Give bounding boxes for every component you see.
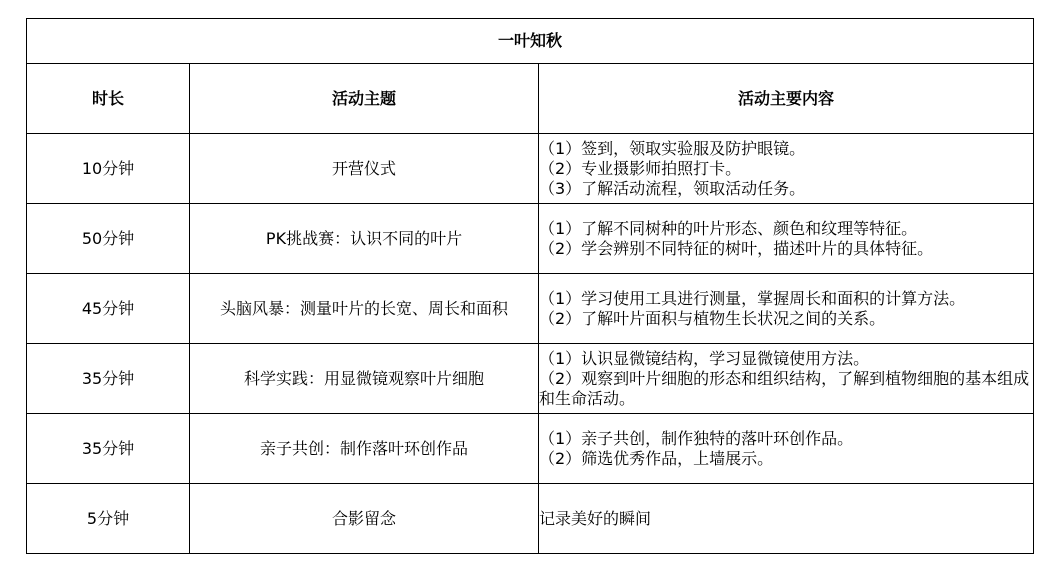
table-header-row <box>27 64 1034 134</box>
duration-cell: 35分钟 <box>27 414 190 484</box>
content-cell <box>539 274 1034 344</box>
theme-cell: 合影留念 <box>190 484 539 554</box>
duration-cell: 45分钟 <box>27 274 190 344</box>
theme-cell: 头脑风暴：测量叶片的长宽、周长和面积 <box>190 274 539 344</box>
activity-schedule-table <box>26 18 1034 554</box>
content-line: （2）筛选优秀作品，上墙展示。 <box>539 448 774 468</box>
duration-cell: 50分钟 <box>27 204 190 274</box>
content-line: （1）签到，领取实验服及防护眼镜。 <box>539 138 806 158</box>
table-title-row <box>27 19 1034 64</box>
theme-cell: 科学实践：用显微镜观察叶片细胞 <box>190 344 539 414</box>
header-content: 活动主要内容 <box>539 64 1034 134</box>
table-row <box>27 344 1034 414</box>
table-row <box>27 134 1034 204</box>
table-row <box>27 414 1034 484</box>
content-line: （2）观察到叶片细胞的形态和组织结构，了解到植物细胞的基本组成和生命活动。 <box>539 368 1030 408</box>
table-title: 一叶知秋 <box>27 19 1034 64</box>
theme-cell: PK挑战赛：认识不同的叶片 <box>190 204 539 274</box>
content-line: （1）了解不同树种的叶片形态、颜色和纹理等特征。 <box>539 218 918 238</box>
duration-cell: 5分钟 <box>27 484 190 554</box>
duration-cell: 10分钟 <box>27 134 190 204</box>
content-cell <box>539 484 1034 554</box>
content-line: （1）学习使用工具进行测量，掌握周长和面积的计算方法。 <box>539 288 966 308</box>
content-line: （2）专业摄影师拍照打卡。 <box>539 158 742 178</box>
content-cell <box>539 204 1034 274</box>
header-duration: 时长 <box>27 64 190 134</box>
content-cell <box>539 414 1034 484</box>
content-line: （2）学会辨别不同特征的树叶，描述叶片的具体特征。 <box>539 238 934 258</box>
content-line: （2）了解叶片面积与植物生长状况之间的关系。 <box>539 308 886 328</box>
table-row <box>27 274 1034 344</box>
content-line: （3）了解活动流程，领取活动任务。 <box>539 178 806 198</box>
duration-cell: 35分钟 <box>27 344 190 414</box>
content-line: 记录美好的瞬间 <box>539 508 652 528</box>
content-line: （1）亲子共创，制作独特的落叶环创作品。 <box>539 428 854 448</box>
table-row <box>27 204 1034 274</box>
table-row <box>27 484 1034 554</box>
theme-cell: 开营仪式 <box>190 134 539 204</box>
header-theme: 活动主题 <box>190 64 539 134</box>
theme-cell: 亲子共创：制作落叶环创作品 <box>190 414 539 484</box>
content-line: （1）认识显微镜结构，学习显微镜使用方法。 <box>539 348 870 368</box>
content-cell <box>539 344 1034 414</box>
content-cell <box>539 134 1034 204</box>
